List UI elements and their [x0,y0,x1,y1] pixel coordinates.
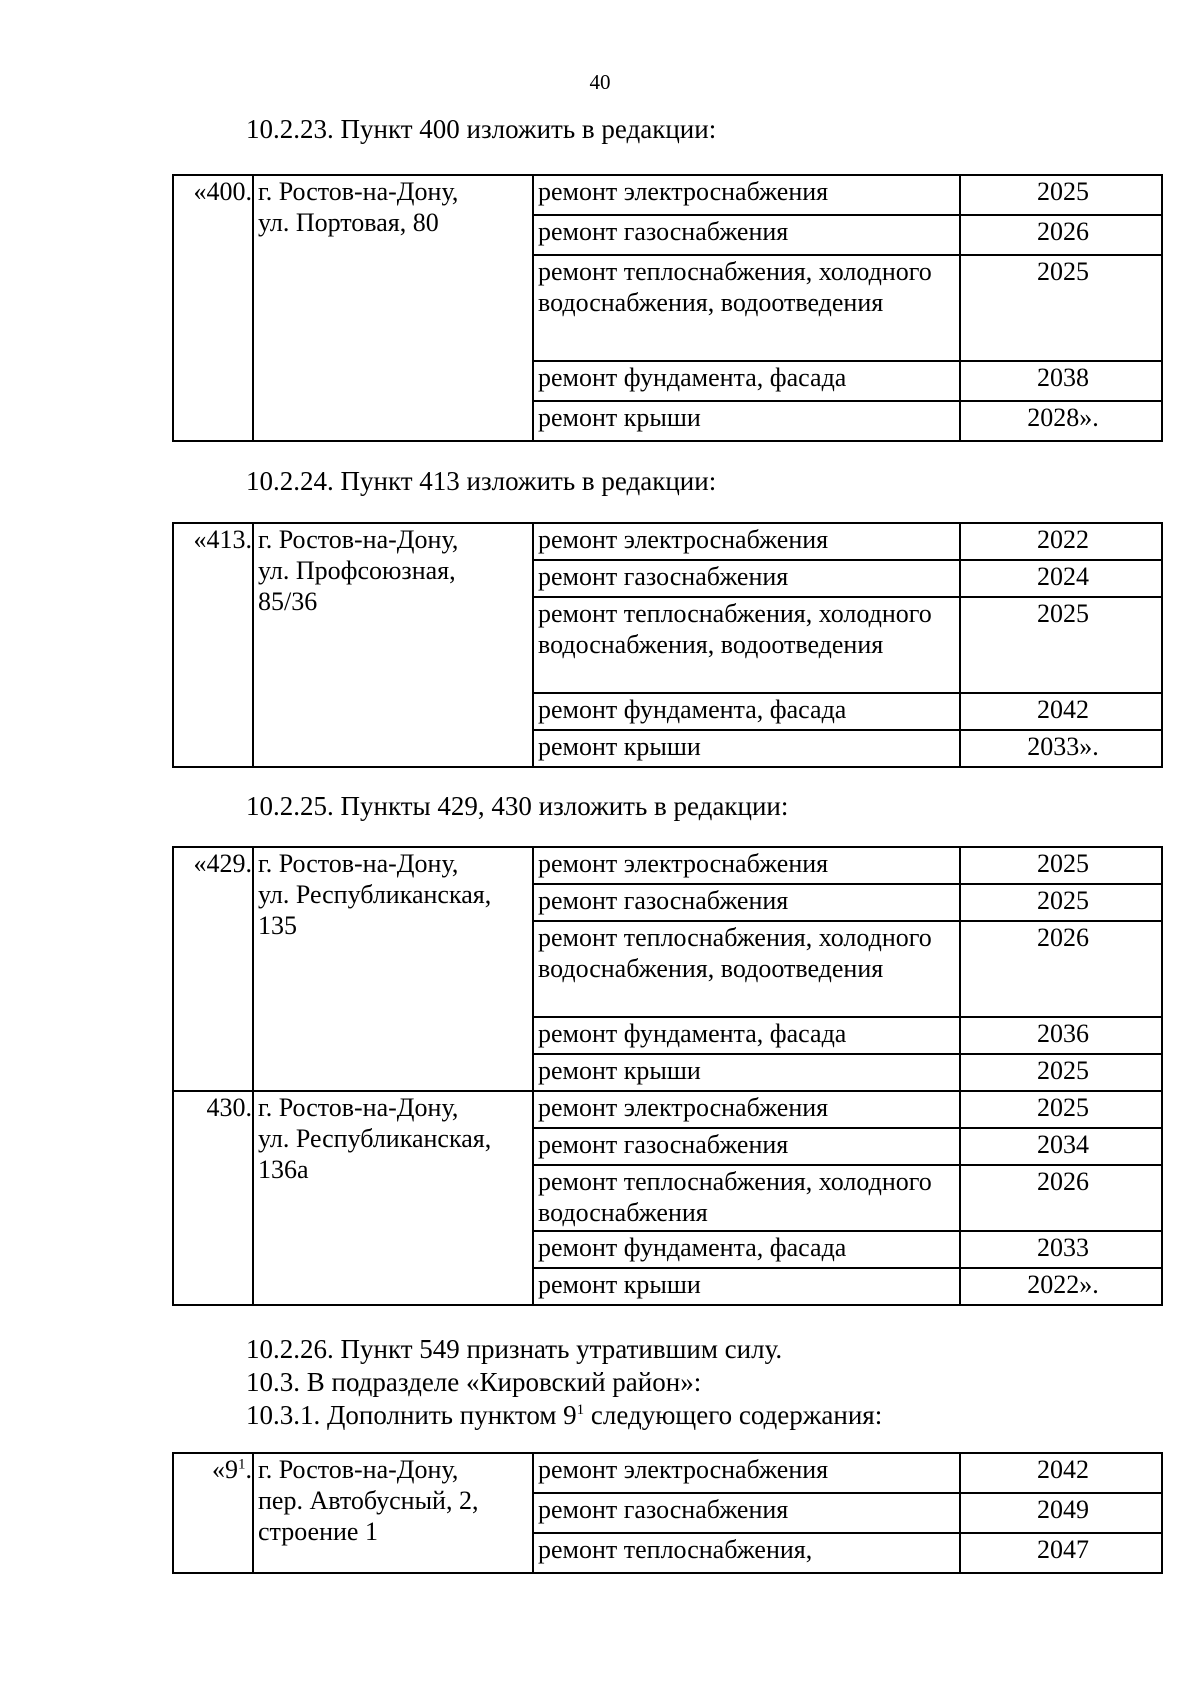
address-line: 85/36 [258,587,318,616]
work-type: ремонт теплоснабжения, холодного водоснабжения, водоотведения [533,597,960,693]
address-line: г. Ростов-на-Дону, [258,525,459,554]
address-line: г. Ростов-на-Дону, [258,849,459,878]
work-year: 2026 [960,1165,1162,1231]
superscript: 1 [576,1402,585,1418]
item-address [253,175,533,441]
work-year: 2049 [960,1493,1162,1533]
superscript: 1 [238,1456,246,1473]
address-line: г. Ростов-на-Дону, [258,1455,459,1484]
address-line: 136а [258,1155,309,1184]
heading-text: следующего содержания: [584,1400,883,1430]
work-type: ремонт фундамента, фасада [533,693,960,730]
work-year: 2047 [960,1533,1162,1573]
table-row [173,175,1162,215]
work-type: ремонт крыши [533,1054,960,1091]
item-address [253,847,533,1091]
address-line: ул. Портовая, 80 [258,208,439,237]
item-number-tail: . [245,1455,252,1484]
work-year: 2033». [960,730,1162,767]
work-year: 2025 [960,884,1162,921]
address-line: г. Ростов-на-Дону, [258,1093,459,1122]
work-type: ремонт крыши [533,1268,960,1305]
work-type: ремонт электроснабжения [533,175,960,215]
address-line: строение 1 [258,1517,378,1546]
table-row [173,1091,1162,1128]
table-row [173,523,1162,560]
address-line: ул. Профсоюзная, [258,556,456,585]
work-year: 2025 [960,1091,1162,1128]
item-address [253,1453,533,1573]
item-address [253,1091,533,1305]
work-year: 2025 [960,1054,1162,1091]
work-type: ремонт теплоснабжения, [533,1533,960,1573]
work-year: 2033 [960,1231,1162,1268]
work-type: ремонт крыши [533,401,960,441]
section-heading: 10.2.23. Пункт 400 изложить в редакции: [246,114,717,144]
heading-text: 10.3.1. Дополнить пунктом 9 [246,1400,577,1430]
address-line: ул. Республиканская, [258,880,492,909]
work-year: 2028». [960,401,1162,441]
paragraph: 10.3. В подразделе «Кировский район»: [246,1367,702,1397]
work-year: 2025 [960,847,1162,884]
work-type: ремонт теплоснабжения, холодного водоснабжения, водоотведения [533,255,960,361]
item-number: «429. [173,847,253,1091]
table-row [173,1453,1162,1493]
work-type: ремонт газоснабжения [533,1128,960,1165]
schedule-table [172,846,1163,1306]
work-type: ремонт электроснабжения [533,847,960,884]
work-year: 2025 [960,255,1162,361]
work-year: 2034 [960,1128,1162,1165]
work-type: ремонт газоснабжения [533,1493,960,1533]
item-address [253,523,533,767]
work-year: 2026 [960,215,1162,255]
work-year: 2024 [960,560,1162,597]
work-type: ремонт крыши [533,730,960,767]
work-type: ремонт фундамента, фасада [533,1231,960,1268]
page-number: 40 [589,70,611,94]
schedule-table [172,522,1163,768]
work-type: ремонт газоснабжения [533,215,960,255]
work-type: ремонт электроснабжения [533,1091,960,1128]
work-type: ремонт теплоснабжения, холодного водоснабжения, водоотведения [533,921,960,1017]
work-year: 2038 [960,361,1162,401]
work-year: 2022 [960,523,1162,560]
work-year: 2025 [960,597,1162,693]
address-line: 135 [258,911,297,940]
item-number [173,1453,253,1573]
item-number-main: «9 [212,1455,238,1484]
work-year: 2026 [960,921,1162,1017]
work-type: ремонт теплоснабжения, холодного водоснабжения [533,1165,960,1231]
schedule-table [172,174,1163,442]
schedule-table [172,1452,1163,1574]
address-line: ул. Республиканская, [258,1124,492,1153]
address-line: пер. Автобусный, 2, [258,1486,479,1515]
work-type: ремонт газоснабжения [533,884,960,921]
work-type: ремонт электроснабжения [533,523,960,560]
work-year: 2042 [960,1453,1162,1493]
section-heading [246,1399,882,1431]
item-number: «400. [173,175,253,441]
work-year: 2042 [960,693,1162,730]
paragraph: 10.2.26. Пункт 549 признать утратившим силу. [246,1334,783,1364]
section-heading: 10.2.25. Пункты 429, 430 изложить в редакции: [246,791,789,821]
item-number: 430. [173,1091,253,1305]
table-row [173,847,1162,884]
work-year: 2036 [960,1017,1162,1054]
work-year: 2025 [960,175,1162,215]
work-type: ремонт фундамента, фасада [533,361,960,401]
work-year: 2022». [960,1268,1162,1305]
work-type: ремонт фундамента, фасада [533,1017,960,1054]
address-line: г. Ростов-на-Дону, [258,177,459,206]
work-type: ремонт электроснабжения [533,1453,960,1493]
work-type: ремонт газоснабжения [533,560,960,597]
section-heading: 10.2.24. Пункт 413 изложить в редакции: [246,466,717,496]
item-number: «413. [173,523,253,767]
